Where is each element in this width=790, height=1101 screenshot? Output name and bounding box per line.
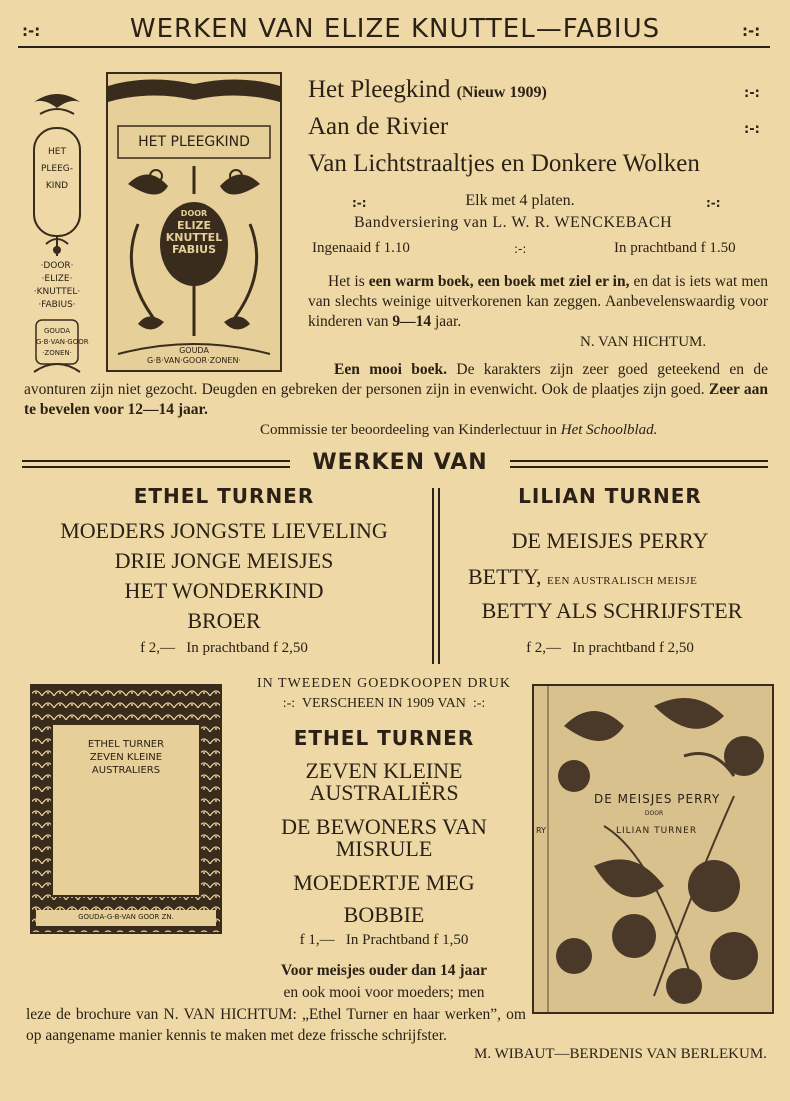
book-title: Aan de Rivier — [308, 113, 449, 140]
cover-spine-letters: RY — [536, 826, 546, 835]
book-title: DE BEWONERS VAN — [281, 814, 487, 839]
price: f 2,— In prachtband f 2,50 — [526, 640, 694, 656]
header-corner-right: :-: — [742, 22, 761, 40]
book-mark: :-: — [744, 122, 760, 137]
zeven-kleine-cover — [30, 684, 222, 934]
book-mark: :-: — [744, 86, 760, 101]
signature: M. WIBAUT—BERDENIS VAN BERLEKUM. — [474, 1046, 767, 1062]
edition-intro: IN TWEEDEN GOEDKOOPEN DRUK — [257, 676, 511, 691]
cover-title: HET PLEEGKIND — [138, 134, 250, 150]
book-title: HET WONDERKIND — [124, 578, 324, 603]
spine-publisher-line: ·ZONEN· — [42, 349, 72, 357]
cover-nasturtium — [534, 686, 772, 1012]
author-ethel: ETHEL TURNER — [133, 484, 315, 508]
book-title: BETTY ALS SCHRIJFSTER — [481, 598, 743, 623]
book-title: AUSTRALIËRS — [309, 780, 459, 805]
book-title: MOEDERTJE MEG — [293, 870, 475, 895]
book-title: MOEDERS JONGSTE LIEVELING — [60, 518, 388, 543]
review-text: jaar. — [431, 313, 462, 330]
cover-author-line: DOOR — [180, 209, 208, 218]
review-emphasis: een warm boek, een boek met ziel er in, — [368, 273, 630, 290]
spine-title-line: KIND — [45, 181, 69, 191]
advice-text: en ook mooi voor moeders; men — [283, 984, 485, 1001]
price-deluxe: In prachtband f 1.50 — [614, 240, 736, 256]
review-source-prefix: Commissie ter beoordeeling van Kinderlectuur in — [260, 422, 561, 438]
cover-publisher: GOUDA-G-B-VAN GOOR ZN. — [78, 913, 174, 921]
spine-publisher-line: G·B·VAN·GOOR — [36, 338, 89, 346]
review-text: De karakters zijn zeer goed geteekend en de avonturen zijn niet gezocht. Deugden en gebreken der personen zijn in evenwicht. Ook de plaatjes zijn goed. — [24, 361, 768, 398]
divider-left — [22, 466, 290, 468]
cover-title: DE MEISJES PERRY — [594, 792, 721, 806]
meisjes-perry-cover — [532, 684, 774, 1014]
section-heading: WERKEN VAN — [312, 450, 488, 475]
cover-author-line: ELIZE — [176, 219, 212, 232]
spine-author-line: ·KNUTTEL· — [33, 287, 81, 297]
review-text: Het is — [328, 273, 369, 290]
book-title-note: (Nieuw 1909) — [456, 84, 547, 101]
book-title-main: BETTY, — [468, 564, 542, 589]
binding-credit: Bandversiering van L. W. R. WENCKEBACH — [354, 214, 673, 231]
divider-left — [22, 460, 290, 462]
book-title: BOBBIE — [343, 902, 425, 927]
review-emphasis: Zeer aan te bevelen voor 12—14 jaar. — [24, 381, 768, 418]
cover-author-line: KNUTTEL — [165, 231, 223, 244]
price-paper: Ingenaaid f 1.10 — [312, 240, 410, 256]
price: f 2,— In prachtband f 2,50 — [140, 640, 308, 656]
review-hichtum — [308, 272, 768, 332]
plates-mark-left: :-: — [352, 196, 367, 210]
cover-door: DOOR — [644, 810, 664, 817]
book-title-sub: EEN AUSTRALISCH MEISJE — [547, 575, 698, 587]
spine-author-line: ·DOOR· — [40, 261, 74, 271]
spine-illustration — [26, 84, 88, 374]
divider-right — [510, 466, 768, 468]
spine-author-line: ·FABIUS· — [38, 300, 76, 310]
spine-author-line: ·ELIZE· — [41, 274, 73, 284]
cover-pattern — [30, 684, 222, 934]
book-title-text: Het Pleegkind — [308, 76, 451, 103]
book-title: DRIE JONGE MEISJES — [114, 548, 334, 573]
column-separator — [438, 488, 440, 664]
cover-city: GOUDA — [179, 346, 209, 355]
price-separator: :-: — [514, 242, 527, 256]
edition-intro: :-: VERSCHEEN IN 1909 VAN :-: — [282, 696, 486, 711]
brochure-text: leze de brochure van N. VAN HICHTUM: „Ethel Turner en haar werken”, om op aangename manier kennis te maken met deze frissche schrijfster. — [26, 1006, 526, 1044]
review-signature: N. VAN HICHTUM. — [580, 334, 707, 350]
header-corner-left: :-: — [22, 22, 41, 40]
author-lilian: LILIAN TURNER — [518, 484, 702, 508]
review-text: en dat is iets wat men van slechts weinige uitverkorenen kan zeggen. Aanbevelenswaardig voor kinderen van — [308, 273, 769, 330]
pleegkind-cover — [106, 72, 282, 372]
review-source — [260, 422, 657, 439]
review-emphasis: 9—14 — [392, 313, 432, 330]
divider-right — [510, 460, 768, 462]
spine-publisher-line: GOUDA — [43, 327, 71, 335]
cover-publisher: G·B·VAN·GOOR·ZONEN· — [147, 356, 241, 365]
book-title: Van Lichtstraaltjes en Donkere Wolken — [308, 150, 700, 177]
review-source-title: Het Schoolblad. — [560, 422, 658, 438]
column-separator — [432, 488, 434, 664]
spine-title-line: PLEEG- — [40, 164, 74, 174]
book-title — [468, 564, 697, 590]
plates-note: Elk met 4 platen. — [465, 192, 575, 209]
book-title: MISRULE — [335, 836, 433, 861]
cover-author: LILIAN TURNER — [616, 826, 698, 836]
price: f 1,— In Prachtband f 1,50 — [299, 932, 469, 948]
cover-text-line: AUSTRALIERS — [91, 765, 161, 776]
plates-mark-right: :-: — [706, 196, 721, 210]
book-title: BROER — [187, 608, 261, 633]
review-emphasis: Een mooi boek. — [334, 361, 448, 378]
author-ethel-cheap: ETHEL TURNER — [293, 726, 475, 750]
cover-text-line: ZEVEN KLEINE — [89, 752, 163, 763]
advice-bold: Voor meisjes ouder dan 14 jaar — [281, 962, 487, 979]
book-title: ZEVEN KLEINE — [305, 758, 463, 783]
header-rule — [18, 46, 770, 48]
cover-text-line: ETHEL TURNER — [87, 739, 165, 750]
page-title: WERKEN VAN ELIZE KNUTTEL—FABIUS — [129, 14, 661, 44]
book-title: DE MEISJES PERRY — [511, 528, 709, 553]
book-title — [308, 76, 547, 104]
review-commissie — [24, 360, 768, 420]
cover-author-line: FABIUS — [171, 243, 217, 256]
spine-title-line: HET — [48, 147, 66, 157]
